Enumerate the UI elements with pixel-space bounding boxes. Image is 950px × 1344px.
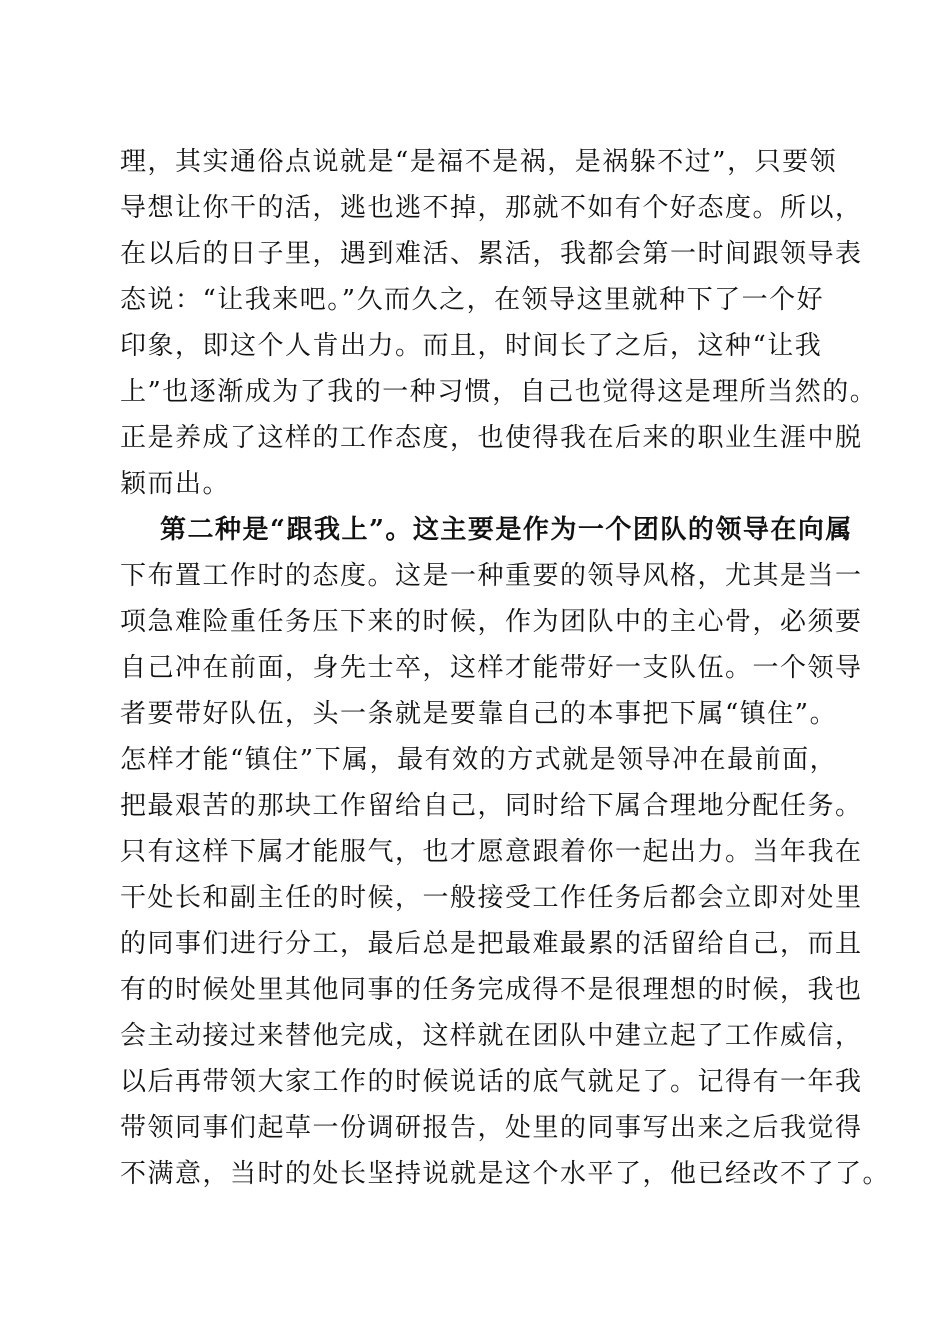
text-line: 自己冲在前面，身先士卒，这样才能带好一支队伍。一个领导	[120, 653, 863, 683]
text-line: 印象，即这个人肯出力。而且，时间长了之后，这种“让我	[120, 331, 823, 361]
text-line: 下布置工作时的态度。这是一种重要的领导风格，尤其是当一	[120, 561, 863, 591]
text-line: 把最艰苦的那块工作留给自己，同时给下属合理地分配任务。	[120, 791, 863, 821]
text-line: 颖而出。	[120, 469, 231, 499]
text-line: 态说：“让我来吧。”久而久之，在领导这里就种下了一个好	[120, 285, 825, 315]
text-line: 干处长和副主任的时候，一般接受工作任务后都会立即对处里	[120, 883, 863, 913]
text-line: 在以后的日子里，遇到难活、累活，我都会第一时间跟领导表	[120, 239, 863, 269]
text-line: 以后再带领大家工作的时候说话的底气就足了。记得有一年我	[120, 1067, 863, 1097]
text-line: 导想让你干的活，逃也逃不掉，那就不如有个好态度。所以，	[120, 193, 863, 223]
paragraph-heading-line: 第二种是“跟我上”。这主要是作为一个团队的领导在向属	[160, 515, 853, 545]
body-text	[120, 139, 891, 1197]
text-line: 上”也逐渐成为了我的一种习惯，自己也觉得这是理所当然的。	[120, 377, 878, 407]
text-line: 有的时候处里其他同事的任务完成得不是很理想的时候，我也	[120, 975, 863, 1005]
text-line: 不满意，当时的处长坚持说就是这个水平了，他已经改不了了。	[120, 1159, 891, 1189]
text-line: 带领同事们起草一份调研报告，处里的同事写出来之后我觉得	[120, 1113, 863, 1143]
text-line: 怎样才能“镇住”下属，最有效的方式就是领导冲在最前面，	[120, 745, 838, 775]
text-line: 项急难险重任务压下来的时候，作为团队中的主心骨，必须要	[120, 607, 863, 637]
text-line: 正是养成了这样的工作态度，也使得我在后来的职业生涯中脱	[120, 423, 863, 453]
text-line: 只有这样下属才能服气，也才愿意跟着你一起出力。当年我在	[120, 837, 863, 867]
text-line: 的同事们进行分工，最后总是把最难最累的活留给自己，而且	[120, 929, 863, 959]
text-line: 会主动接过来替他完成，这样就在团队中建立起了工作威信，	[120, 1021, 863, 1051]
text-line: 者要带好队伍，头一条就是要靠自己的本事把下属“镇住”。	[120, 699, 838, 729]
text-line: 理，其实通俗点说就是“是福不是祸，是祸躲不过”，只要领	[120, 147, 838, 177]
